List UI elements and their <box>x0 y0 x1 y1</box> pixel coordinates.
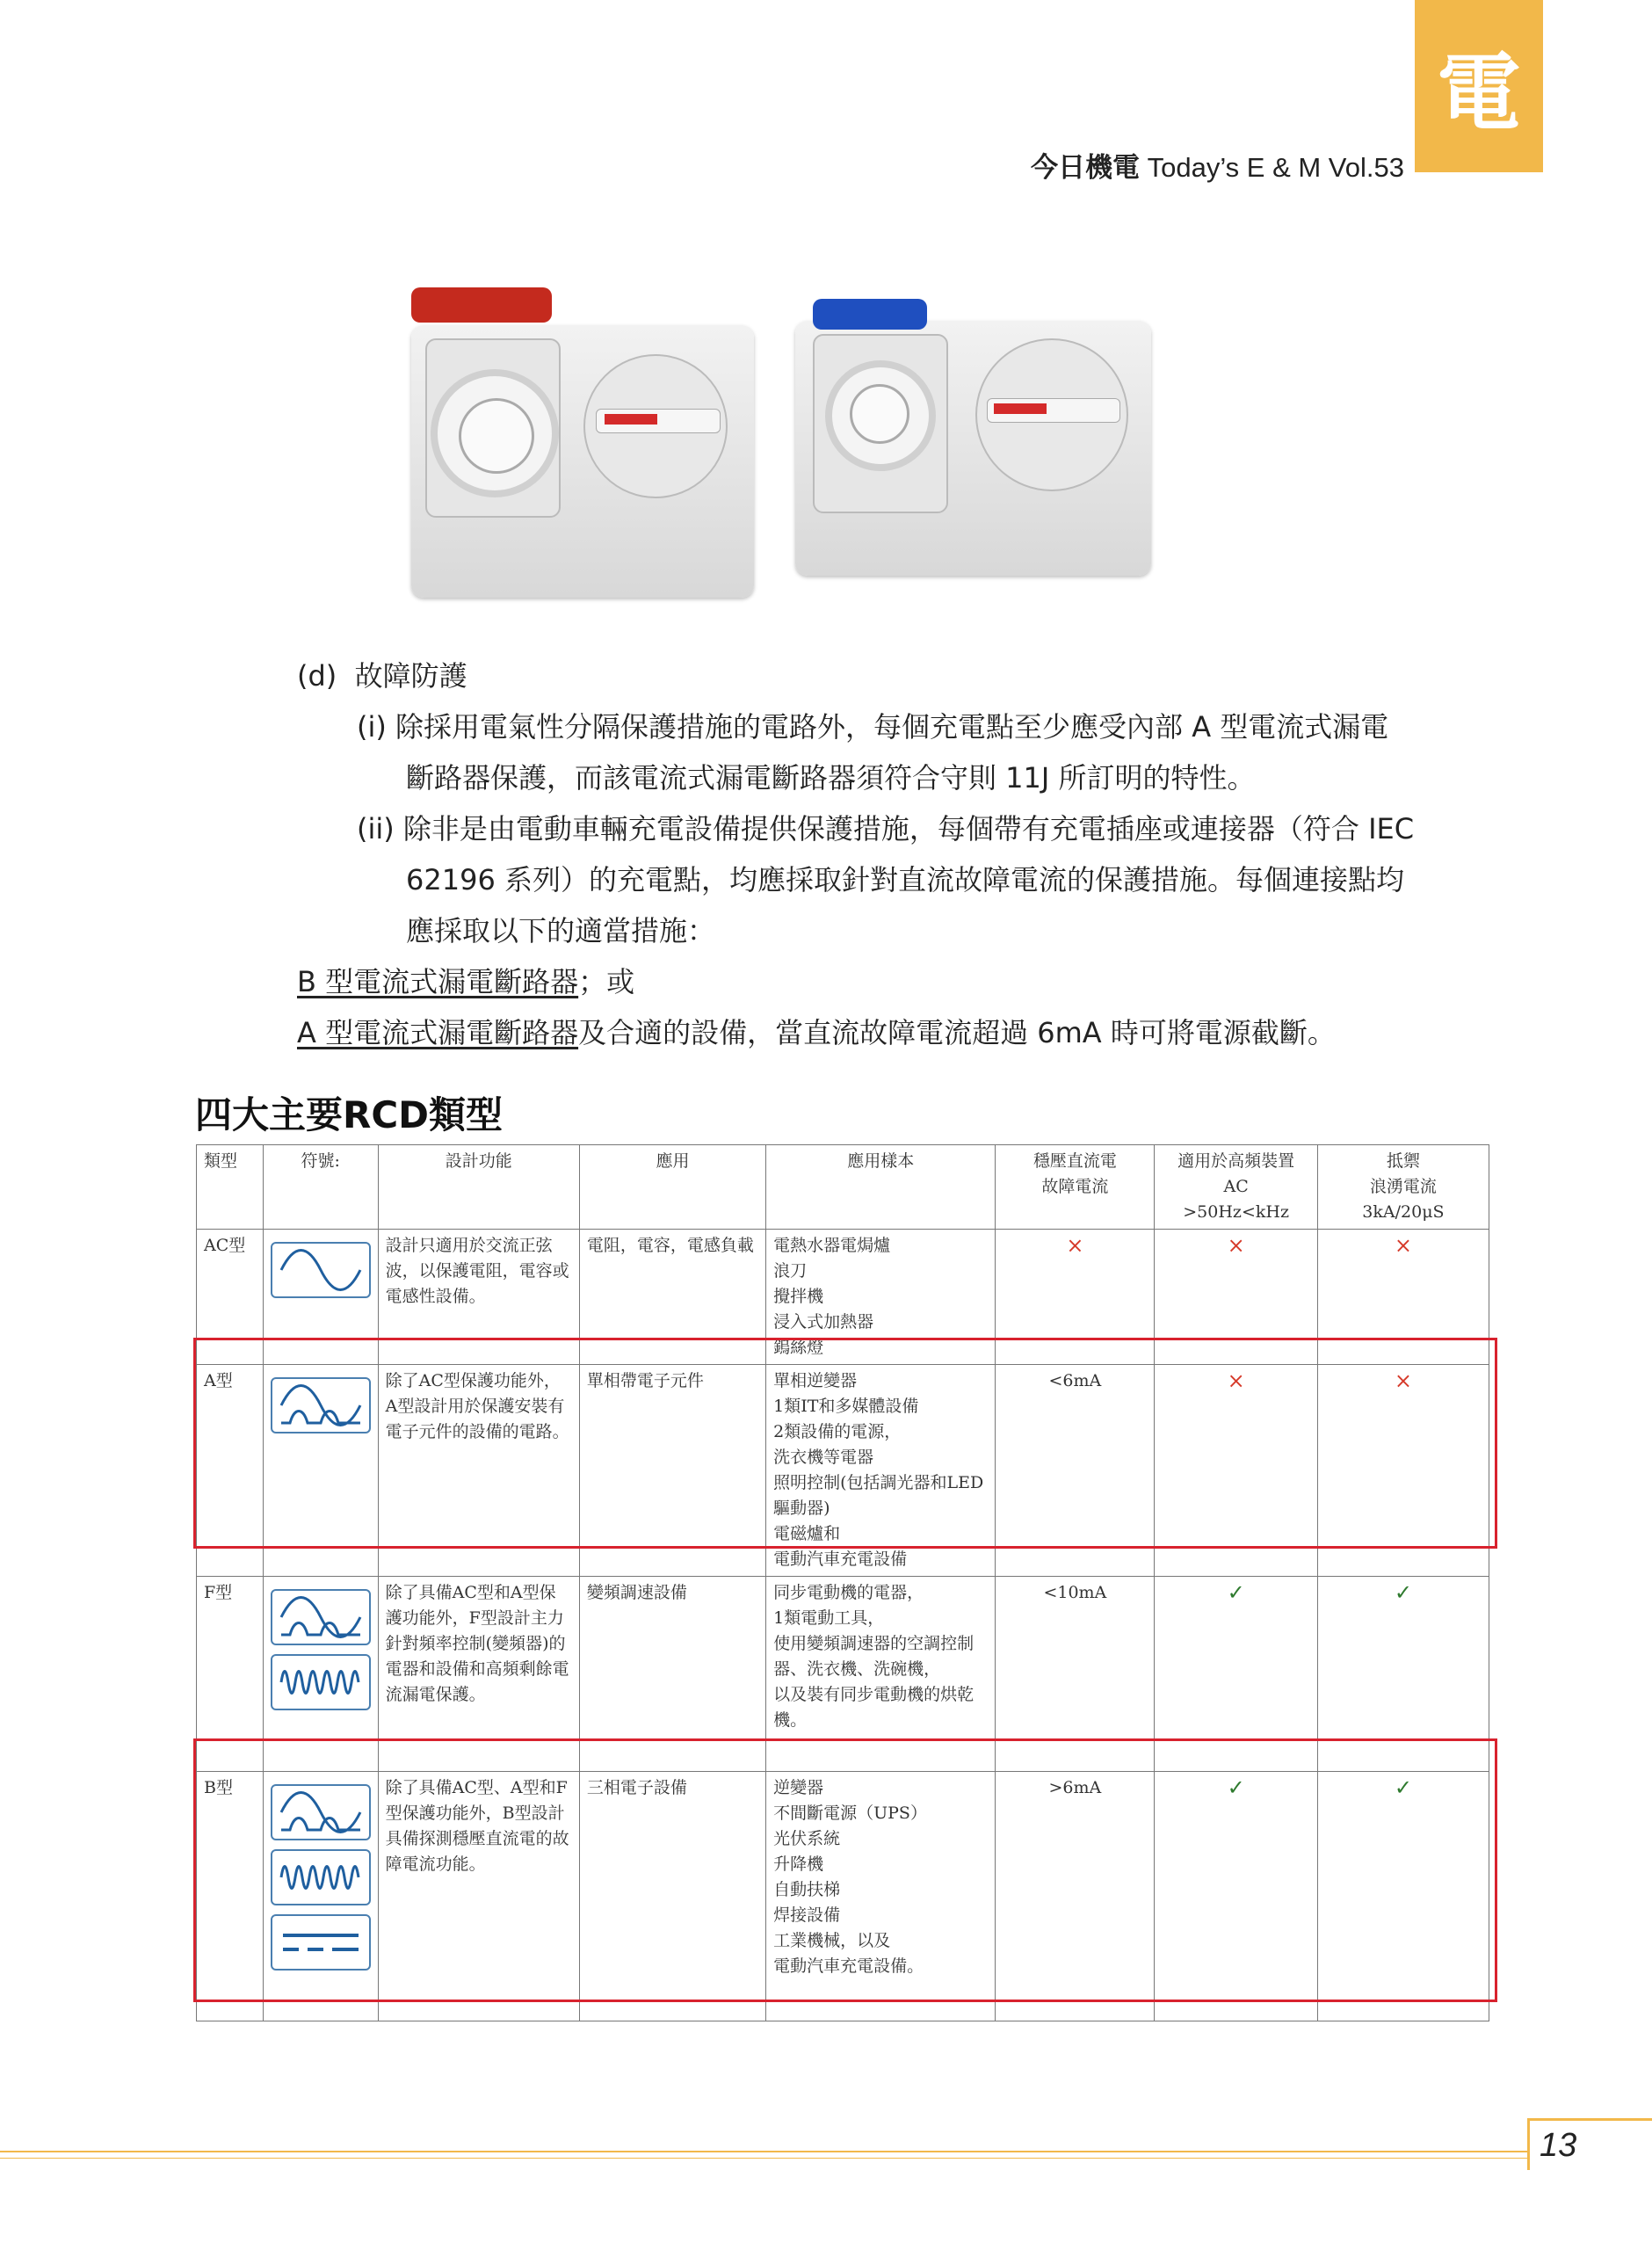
item-i-line1 <box>297 701 1501 752</box>
header-hf: 適用於高頻裝置 AC >50Hz<kHz <box>1155 1145 1317 1230</box>
row-type: B型 <box>197 1772 264 2021</box>
ii-text1: 除非是由電動車輛充電設備提供保護措施，每個帶有充電插座或連接器（符合 IEC <box>402 812 1415 846</box>
rcd-table-title: 四大主要RCD類型 <box>195 1093 504 1136</box>
page-number: 13 <box>1540 2127 1577 2164</box>
ii-label: (ii) <box>357 812 395 846</box>
page-header <box>1031 145 1404 185</box>
footer-rule-thin <box>0 2158 1529 2159</box>
f-high-frequency-icon <box>271 1654 371 1710</box>
row-app: 單相帶電子元件 <box>579 1365 765 1577</box>
d-label: (d) <box>297 659 337 693</box>
item-ii-line2: 62196 系列）的充電點，均應採取針對直流故障電流的保護措施。每個連接點均 <box>406 863 1404 896</box>
body-text <box>297 650 1501 1058</box>
product-photo-blue <box>795 277 1151 602</box>
table-header-row <box>197 1145 1489 1230</box>
i-text1: 除採用電氣性分隔保護措施的電路外，每個充電點至少應受內部 A 型電流式漏電 <box>395 710 1389 744</box>
row-design: 設計只適用於交流正弦波，以保護電阻，電容或電感性設備。 <box>378 1230 579 1365</box>
row-app: 電阻，電容，電感負載 <box>579 1230 765 1365</box>
header-app: 應用 <box>579 1145 765 1230</box>
row-surge: ✓ <box>1317 1577 1489 1772</box>
option-1-rest: ；或 <box>578 965 635 998</box>
option-2 <box>297 1007 1501 1058</box>
section-tab-char: 電 <box>1437 42 1521 142</box>
row-design: 除了AC型保護功能外，A型設計用於保護安裝有電子元件的設備的電路。 <box>378 1365 579 1577</box>
header-samples: 應用樣本 <box>766 1145 996 1230</box>
header-type: 類型 <box>197 1145 264 1230</box>
header-dc: 穩壓直流電 故障電流 <box>996 1145 1155 1230</box>
item-ii-line1 <box>297 803 1501 854</box>
section-tab <box>1415 0 1543 172</box>
row-dc: × <box>996 1230 1155 1365</box>
header-surge: 抵禦 浪湧電流 3kA/20μS <box>1317 1145 1489 1230</box>
item-ii-line3: 應採取以下的適當措施： <box>406 914 716 947</box>
row-design: 除了具備AC型和A型保護功能外，F型設計主力針對頻率控制(變頻器)的電器和設備和高頻剩餘電流漏電保護。 <box>378 1577 579 1772</box>
header-title-en: Today’s E & M Vol.53 <box>1147 152 1404 183</box>
f-pulsating-icon <box>271 1589 371 1645</box>
row-samples: 單相逆變器 1類IT和多媒體設備 2類設備的電源， 洗衣機等電器 照明控制(包括調光器和LED驅動器) 電磁爐和 電動汽車充電設備 <box>766 1365 996 1577</box>
row-samples: 同步電動機的電器， 1類電動工具， 使用變頻調速器的空調控制器、洗衣機、洗碗機， 以及裝有同步電動機的烘乾機。 <box>766 1577 996 1772</box>
row-hf: ✓ <box>1155 1772 1317 2021</box>
row-design: 除了具備AC型、A型和F型保護功能外，B型設計具備探測穩壓直流電的故障電流功能。 <box>378 1772 579 2021</box>
row-surge: ✓ <box>1317 1772 1489 2021</box>
section-d-heading <box>297 650 1501 701</box>
row-app: 變頻調速設備 <box>579 1577 765 1772</box>
ac-sine-icon <box>271 1242 371 1298</box>
header-symbol: 符號: <box>263 1145 378 1230</box>
highlight-b-type <box>193 1738 1497 2002</box>
row-samples: 逆變器 不間斷電源（UPS） 光伏系統 升降機 自動扶梯 焊接設備 工業機械，以及 電動汽車充電設備。 <box>766 1772 996 2021</box>
row-hf: × <box>1155 1230 1317 1365</box>
option-2-rest: 及合適的設備，當直流故障電流超過 6mA 時可將電源截斷。 <box>578 1016 1336 1049</box>
row-app: 三相電子設備 <box>579 1772 765 2021</box>
i-label: (i) <box>357 710 387 744</box>
row-surge: × <box>1317 1230 1489 1365</box>
highlight-a-type <box>193 1338 1497 1549</box>
header-title-cn: 今日機電 <box>1031 152 1140 184</box>
header-design: 設計功能 <box>378 1145 579 1230</box>
option-2-underlined: A 型電流式漏電斷路器 <box>297 1016 579 1049</box>
item-i-line2: 斷路器保護，而該電流式漏電斷路器須符合守則 11J 所訂明的特性。 <box>406 761 1256 795</box>
row-hf: × <box>1155 1365 1317 1577</box>
row-dc: <10mA <box>996 1577 1155 1772</box>
row-surge: × <box>1317 1365 1489 1577</box>
footer-rule <box>0 2151 1529 2152</box>
d-title: 故障防護 <box>354 659 467 693</box>
row-hf: ✓ <box>1155 1577 1317 1772</box>
row-type: AC型 <box>197 1230 264 1365</box>
row-samples: 電熱水器電焗爐 浪刀 攪拌機 浸入式加熱器 鎢絲燈 <box>766 1230 996 1365</box>
product-photo-red <box>411 277 754 602</box>
row-dc: >6mA <box>996 1772 1155 2021</box>
row-type: A型 <box>197 1365 264 1577</box>
option-1-underlined: B 型電流式漏電斷路器 <box>297 965 579 998</box>
option-1 <box>297 956 1501 1007</box>
row-type: F型 <box>197 1577 264 1772</box>
row-dc: <6mA <box>996 1365 1155 1577</box>
